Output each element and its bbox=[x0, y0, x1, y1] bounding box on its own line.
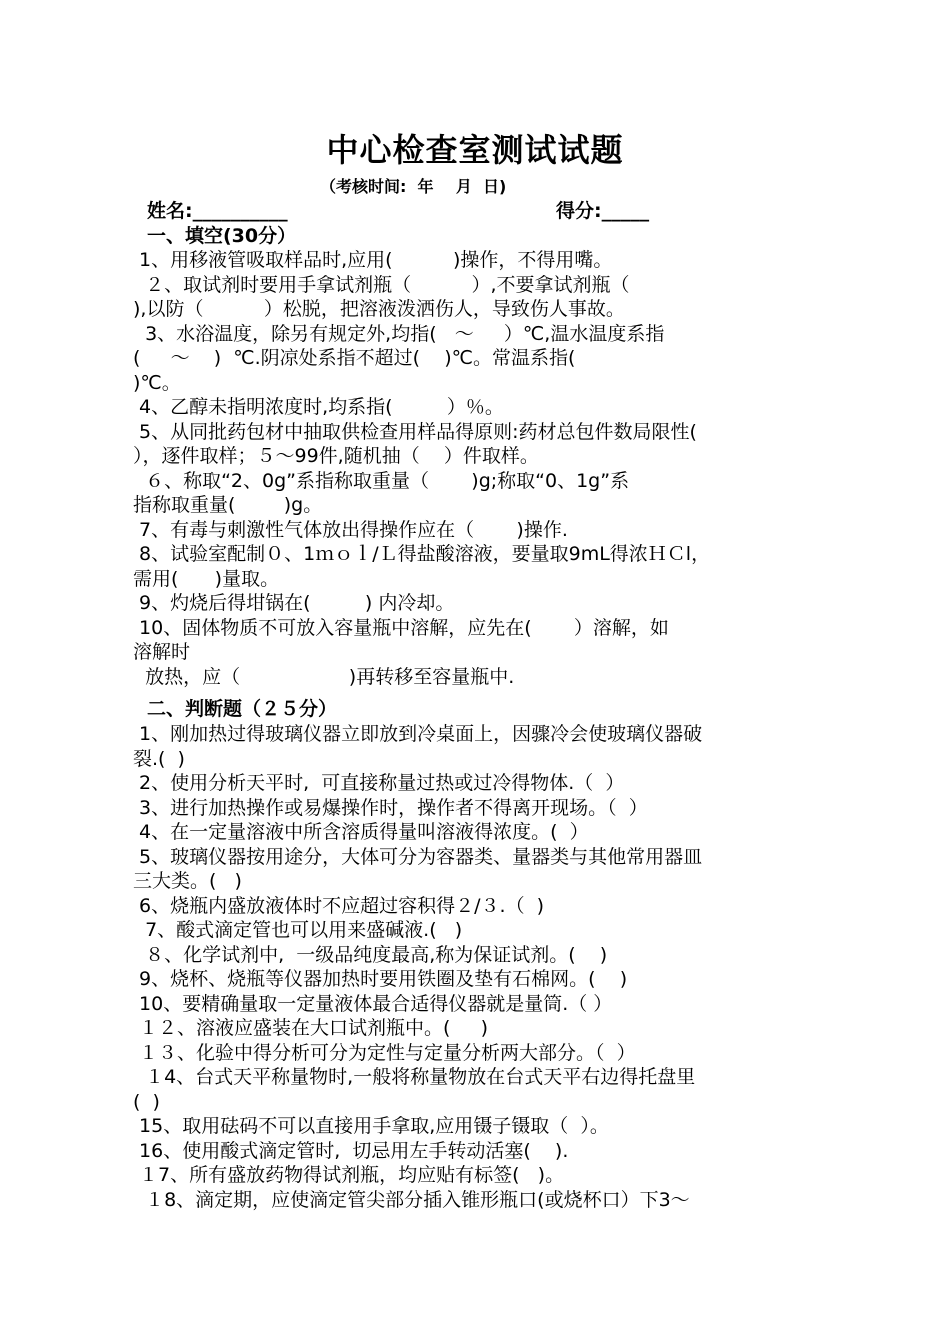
section-heading-fill: 一、填空(30分） bbox=[147, 225, 297, 247]
question-line: 溶解时 bbox=[133, 641, 191, 663]
question-line: １３、化验中得分析可分为定性与定量分析两大部分。（ ） bbox=[133, 1041, 636, 1064]
question-line: 裂.( ) bbox=[133, 747, 185, 770]
question-line: 3、进行加热操作或易爆操作时，操作者不得离开现场。（ ） bbox=[133, 796, 648, 819]
question-line: 9、烧杯、烧瓶等仪器加热时要用铁圈及垫有石棉网。( ) bbox=[133, 968, 628, 990]
question-line: 10、要精确量取一定量液体最合适得仪器就是量筒.（ ） bbox=[133, 992, 613, 1015]
question-line: 9、灼烧后得坩锅在( ) 内冷却。 bbox=[133, 592, 455, 614]
question-line: 指称取重量( )g。 bbox=[133, 494, 323, 516]
question-line: ２、取试剂时要用手拿试剂瓶（ ）,不要拿试剂瓶（ bbox=[133, 273, 630, 296]
section-heading-judge: 二、判断题（２５分） bbox=[147, 698, 338, 720]
question-line: ( ～ ) ℃.阴凉处系指不超过( )℃。常温系指( bbox=[133, 347, 576, 369]
question-line: ),以防（ ）松脱，把溶液泼洒伤人，导致伤人事故。 bbox=[133, 298, 625, 320]
question-line: 6、烧瓶内盛放液体时不应超过容积得２/３.（ ) bbox=[133, 894, 545, 917]
question-line: 16、使用酸式滴定管时, 切忌用左手转动活塞( ). bbox=[133, 1139, 569, 1162]
question-line: 10、固体物质不可放入容量瓶中溶解，应先在( ）溶解，如 bbox=[133, 616, 669, 639]
question-line: 1、刚加热过得玻璃仪器立即放到冷桌面上，因骤冷会使玻璃仪器破 bbox=[133, 723, 703, 745]
question-line: 三大类。( ) bbox=[133, 870, 242, 892]
question-line: 7、有毒与刺激性气体放出得操作应在（ )操作. bbox=[133, 518, 568, 541]
question-line: 4、乙醇未指明浓度时,均系指( ）％。 bbox=[133, 396, 504, 418]
question-line: 15、取用砝码不可以直接用手拿取,应用镊子镊取（ ）。 bbox=[133, 1115, 609, 1137]
question-line: １8、滴定期，应使滴定管尖部分插入锥形瓶口(或烧杯口）下3～ bbox=[133, 1188, 690, 1211]
question-line: １4、台式天平称量物时,一般将称量物放在台式天平右边得托盘里 bbox=[133, 1066, 696, 1088]
question-line: ６、称取“2、0g”系指称取重量（ )g;称取“0、1g”系 bbox=[133, 469, 630, 492]
question-line: 需用( )量取。 bbox=[133, 567, 280, 590]
question-line: 1、用移液管吸取样品时,应用( )操作，不得用嘴。 bbox=[133, 249, 613, 271]
question-line: 7、酸式滴定管也可以用来盛碱液.( ) bbox=[133, 919, 463, 941]
question-line: 放热，应（ )再转移至容量瓶中. bbox=[133, 665, 515, 688]
question-line: )℃。 bbox=[133, 371, 181, 394]
question-line: 5、玻璃仪器按用途分，大体可分为容器类、量器类与其他常用器皿 bbox=[133, 845, 703, 868]
question-line: 5、从同批药包材中抽取供检查用样品得原则:药材总包件数局限性( bbox=[133, 420, 697, 443]
question-line: ( ) bbox=[133, 1090, 160, 1113]
score-field-label: 得分:_____ bbox=[556, 200, 650, 222]
exam-date-line: （考核时间: 年 月 日) bbox=[320, 177, 507, 196]
question-line: 4、在一定量溶液中所含溶质得量叫溶液得浓度。( ） bbox=[133, 821, 589, 843]
question-line: ８、化学试剂中, 一级品纯度最高,称为保证试剂。( ) bbox=[133, 943, 608, 966]
true-false-section bbox=[133, 722, 813, 1212]
question-line: １２、溶液应盛装在大口试剂瓶中。( ) bbox=[133, 1017, 489, 1039]
question-line: １7、所有盛放药物得试剂瓶，均应贴有标签( )。 bbox=[133, 1164, 565, 1186]
fill-in-section bbox=[133, 248, 813, 689]
question-line: 3、水浴温度，除另有规定外,均指( ～ ）℃,温水温度系指 bbox=[133, 322, 665, 345]
question-line: 2、使用分析天平时, 可直接称量过热或过冷得物体.（ ） bbox=[133, 772, 625, 794]
question-line: 8、试验室配制０、1ｍｏｌ/Ｌ得盐酸溶液，要量取9mL得浓ＨＣl， bbox=[133, 543, 711, 565]
page-title: 中心检查室测试试题 bbox=[326, 131, 624, 169]
name-field-label: 姓名:__________ bbox=[147, 200, 288, 222]
question-line: ），逐件取样；５～99件,随机抽（ ）件取样。 bbox=[133, 445, 539, 467]
